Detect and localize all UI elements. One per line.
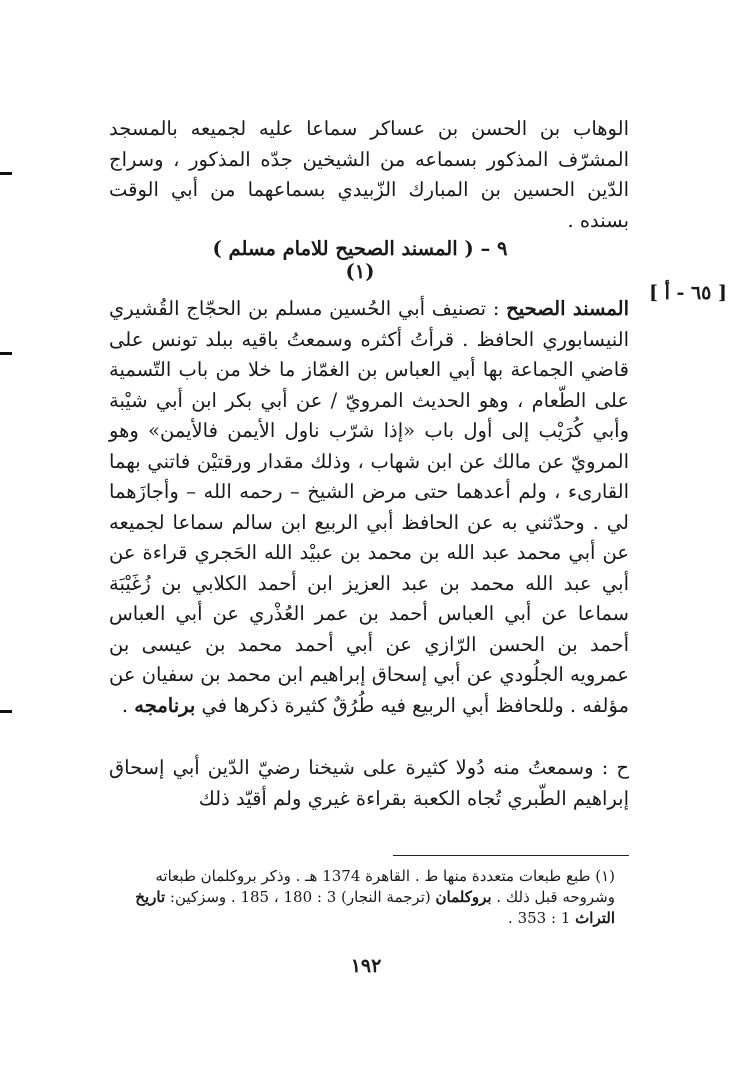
paragraph-ha	[109, 753, 629, 814]
margin-reference: [ ٦٥ - أ ]	[648, 282, 727, 304]
footnote	[115, 866, 615, 929]
paragraph-text: ح : وسمعتُ منه دُولا كثيرة على شيخنا رضيّ الدّين أبي إسحاق إبراهيم الطّبري تُجاه الكعبة بقراءة غيري ولم أقيّد ذلك	[109, 756, 629, 810]
footnote-text: (ترجمة النجار) 3 : 180 ، 185 . وسزكين:	[165, 888, 436, 906]
paragraph-body: : تصنيف أبي الحُسين مسلم بن الحجّاج القُشيري النيسابوري الحافظ . قرأتُ أكثره وسمعتُ باقيه ببلد تونس على قاضي الجماعة بها أبي العباس بن الغمّاز ما خلا من باب التّسمية على الطّعام ، وهو الحديث المرويّ / عن أبي بكر ابن أبي شيْبة وأبي كُرَيْب إلى أول باب «إذا شرّب ناول الأيمن فالأيمن» وهو المرويّ عن مالك عن ابن شهاب ، وذلك مقدار ورقتيْن فاتني بهما القارىء ، ولم أعدهما حتى مرض الشيخ – رحمه الله – وأجازَهما لي . وحدّثني به عن الحافظ أبي الربيع ابن سالم سماعا لجميعه عن أبي محمد عبد الله بن محمد بن عبيْد الله الحَجري قراءة عن أبي عبد الله محمد بن عبد العزيز ابن أحمد الكلابي بن زُغَيْبَة سماعا عن أبي العباس أحمد بن عمر العُذْري عن أبي العباس أحمد بن الحسن الرّازي عن أبي أحمد محمد بن عيسى بن عمرويه الجلُودي عن أبي إسحاق إبراهيم ابن محمد بن سفيان عن مؤلفه . وللحافظ أبي الربيع فيه طُرُقٌ كثيرة ذكرها في	[109, 297, 629, 717]
page-number: ١٩٢	[350, 955, 382, 977]
paragraph-musnad	[109, 294, 629, 721]
lead-term: المسند الصحيح	[506, 297, 629, 320]
footnote-text: طبع طبعات متعددة منها ط . القاهرة 1374 هـ . وذكر بروكلمان طبعاته وشروحه قبل ذلك .	[155, 867, 615, 906]
paragraph-text: الوهاب بن الحسن بن عساكر سماعا عليه لجميعه بالمسجد المشرّف المذكور بسماعه من الشيخين جدّه المذكور ، وسراج الدّين الحسين بن المبارك الزّبيدي بسماعهما من أبي الوقت بسنده .	[109, 117, 629, 232]
footnote-marker: (١)	[595, 867, 615, 885]
footnote-title: تاريخ التراث	[135, 888, 615, 927]
footnote-divider	[393, 855, 629, 856]
footnote-author: بروكلمان	[435, 888, 492, 906]
section-heading: ٩ – ( المسند الصحيح للامام مسلم ) (١)	[212, 237, 508, 283]
paragraph-end: .	[121, 693, 135, 717]
program-term: برنامجه	[134, 693, 196, 717]
footnote-text: 1 : 353 .	[508, 909, 576, 927]
scan-edge-mark	[0, 710, 12, 713]
scan-edge-mark	[0, 352, 12, 355]
scan-edge-mark	[0, 172, 12, 175]
paragraph-continuation	[109, 114, 629, 236]
paragraph-text	[109, 294, 629, 721]
